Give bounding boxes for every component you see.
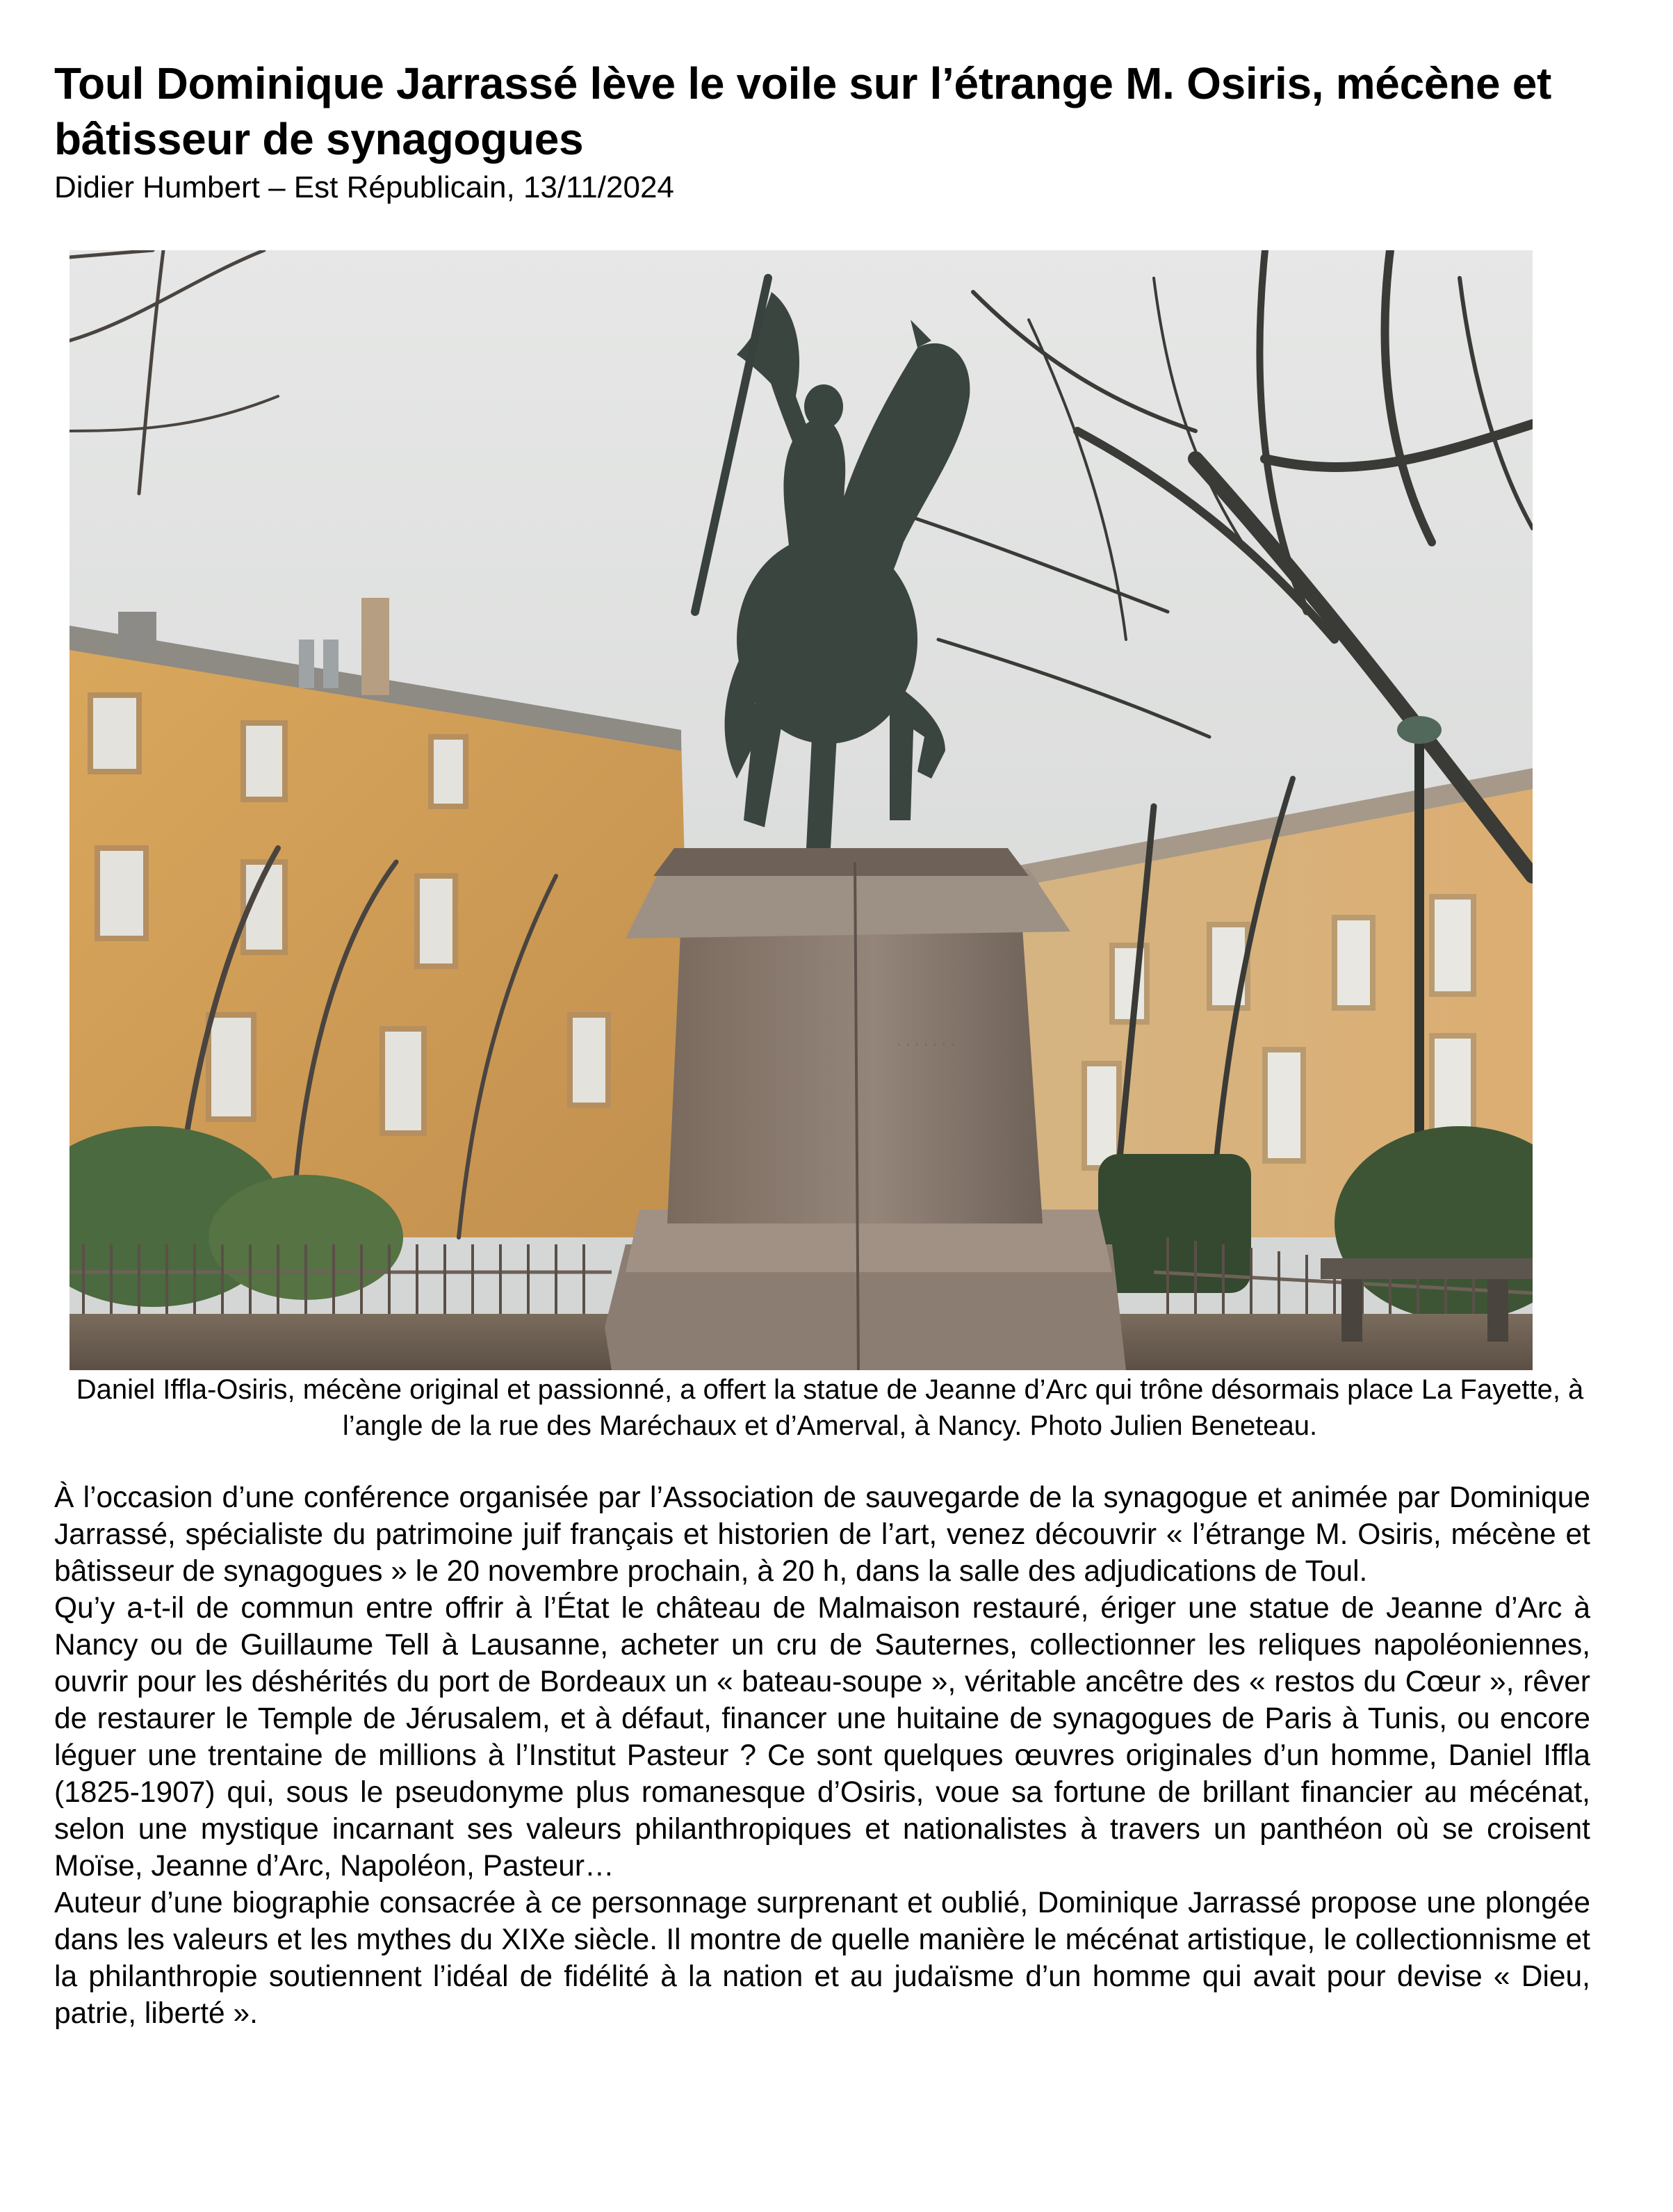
article-byline: Didier Humbert – Est Républicain, 13/11/2024	[54, 170, 674, 204]
article-body	[54, 1479, 1590, 2032]
photo-caption: Daniel Iffla-Osiris, mécène original et passionné, a offert la statue de Jeanne d’Arc qui trône désormais place La Fayette, à l’angle de la rue des Maréchaux et d’Amerval, à Nancy. Photo Julien Beneteau.	[76, 1374, 1584, 1441]
body-paragraph-2: Qu’y a-t-il de commun entre offrir à l’État le château de Malmaison restauré, ériger une statue de Jeanne d’Arc à Nancy ou de Guillaume Tell à Lausanne, acheter un cru de Sauternes, collectionner les reliques napoléoniennes, ouvrir pour les déshérités du port de Bordeaux un « bateau-soupe », véritable ancêtre des « restos du Cœur », rêver de restaurer le Temple de Jérusalem, et à défaut, financer une huitaine de synagogues de Paris à Tunis, ou encore léguer une trentaine de millions à l’Institut Pasteur ? Ce sont quelques œuvres originales d’un homme, Daniel Iffla (1825-1907) qui, sous le pseudonyme plus romanesque d’Osiris, voue sa fortune de brillant financier au mécénat, selon une mystique incarnant ses valeurs philanthropiques et nationalistes à travers un panthéon où se croisent Moïse, Jeanne d’Arc, Napoléon, Pasteur…	[54, 1592, 1590, 1882]
body-paragraph-1: À l’occasion d’une conférence organisée par l’Association de sauvegarde de la synagogue et animée par Dominique Jarrassé, spécialiste du patrimoine juif français et historien de l’art, venez découvrir « l’étrange M. Osiris, mécène et bâtisseur de synagogues » le 20 novembre prochain, à 20 h, dans la salle des adjudications de Toul.	[54, 1481, 1590, 1588]
svg-text:· · · · · · ·: · · · · · · ·	[897, 1036, 956, 1053]
body-paragraph-3: Auteur d’une biographie consacrée à ce personnage surprenant et oublié, Dominique Jarrassé propose une plongée dans les valeurs et les mythes du XIXe siècle. Il montre de quelle manière le mécénat artistique, le collectionnisme et la philanthropie soutiennent l’idéal de fidélité à la nation et au judaïsme d’un homme qui avait pour devise « Dieu, patrie, liberté ».	[54, 1887, 1590, 2030]
article-title: Toul Dominique Jarrassé lève le voile sur l’étrange M. Osiris, mécène et bâtisseur de synagogues	[54, 58, 1552, 164]
statue-photo-illustration	[70, 250, 1533, 1370]
article-photo	[70, 250, 1533, 1370]
